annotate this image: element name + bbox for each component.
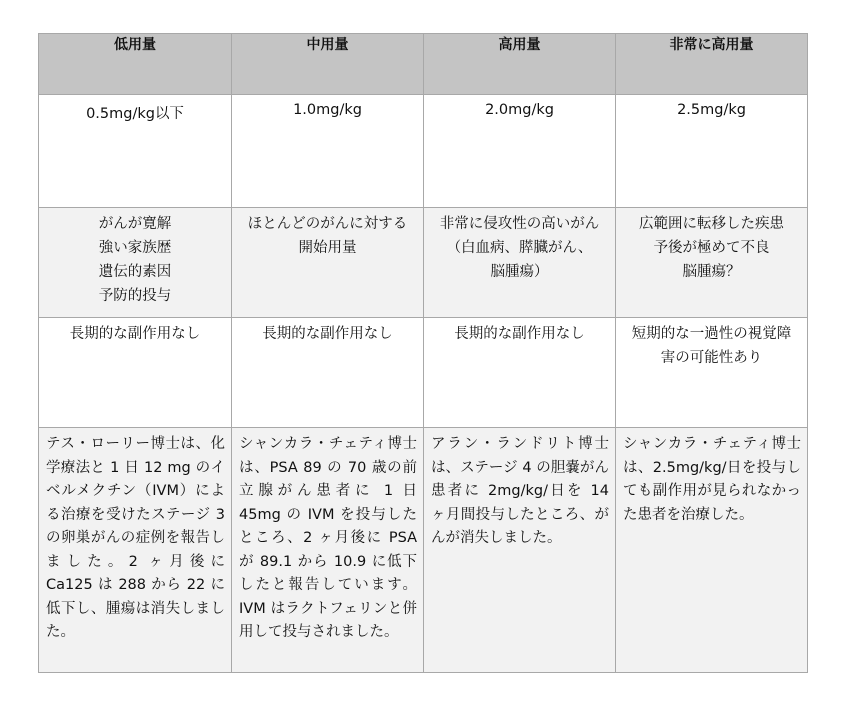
header-low-dose: 低用量 — [39, 34, 232, 95]
candidate-line: 開始用量 — [298, 240, 357, 256]
candidates-row — [39, 208, 808, 318]
candidate-line: 遺伝的素因 — [98, 264, 172, 280]
candidate-line: （白血病、膵臓がん、 — [446, 240, 593, 256]
side-effects-medium — [232, 318, 424, 428]
candidate-line: がんが寛解 — [98, 216, 172, 232]
candidate-line: 広範囲に転移した疾患 — [639, 216, 784, 232]
case-report-very-high: シャンカラ・チェティ博士は、2.5mg/kg/日を投与しても副作用が見られなかった患者を治療した。 — [616, 428, 808, 673]
ivermectin-dosage-table — [38, 33, 808, 673]
header-row — [39, 34, 808, 95]
header-very-high-dose: 非常に高用量 — [616, 34, 808, 95]
case-report-high: アラン・ランドリト博士は、ステージ 4 の胆嚢がん患者に 2mg/kg/日を 14 ヶ月間投与したところ、がんが消失しました。 — [424, 428, 616, 673]
case-report-low: テス・ローリー博士は、化学療法と 1 日 12 mg のイベルメクチン（IVM）による治療を受けたステージ 3 の卵巣がんの症例を報告しました。2 ヶ月後に Ca125 は 288 から 22 に低下し、腫瘍は消失しました。 — [39, 428, 232, 673]
candidate-line: 予防的投与 — [98, 288, 172, 304]
side-effects-row — [39, 318, 808, 428]
candidate-line: 非常に侵攻性の高いがん — [439, 216, 600, 232]
candidates-medium — [232, 208, 424, 318]
candidate-line: 強い家族歴 — [98, 240, 172, 256]
side-effects-high — [424, 318, 616, 428]
side-effects-very-high — [616, 318, 808, 428]
dose-medium: 1.0mg/kg — [232, 95, 424, 208]
case-report-medium: シャンカラ・チェティ博士は、PSA 89 の 70 歳の前立腺がん患者に 1 日 45mg の IVM を投与したところ、2 ヶ月後に PSA が 89.1 から 10.9 に低下したと報告しています。IVM はラクトフェリンと併用して投与されました。 — [232, 428, 424, 673]
candidates-high — [424, 208, 616, 318]
header-medium-dose: 中用量 — [232, 34, 424, 95]
candidate-line: 予後が極めて不良 — [653, 240, 770, 256]
dose-very-high: 2.5mg/kg — [616, 95, 808, 208]
side-effect-line: 害の可能性あり — [660, 350, 763, 366]
candidates-very-high — [616, 208, 808, 318]
case-reports-row — [39, 428, 808, 673]
side-effect-line: 長期的な副作用なし — [69, 326, 201, 342]
dose-low: 0.5mg/kg以下 — [39, 95, 232, 208]
header-high-dose: 高用量 — [424, 34, 616, 95]
candidate-line: 脳腫瘍？ — [682, 264, 741, 280]
dose-high: 2.0mg/kg — [424, 95, 616, 208]
candidates-low — [39, 208, 232, 318]
side-effect-line: 長期的な副作用なし — [262, 326, 393, 342]
candidate-line: ほとんどのがんに対する — [247, 216, 408, 232]
side-effect-line: 長期的な副作用なし — [454, 326, 585, 342]
side-effects-low — [39, 318, 232, 428]
side-effect-line: 短期的な一過性の視覚障 — [631, 326, 792, 342]
dose-row — [39, 95, 808, 208]
candidate-line: 脳腫瘍） — [490, 264, 549, 280]
